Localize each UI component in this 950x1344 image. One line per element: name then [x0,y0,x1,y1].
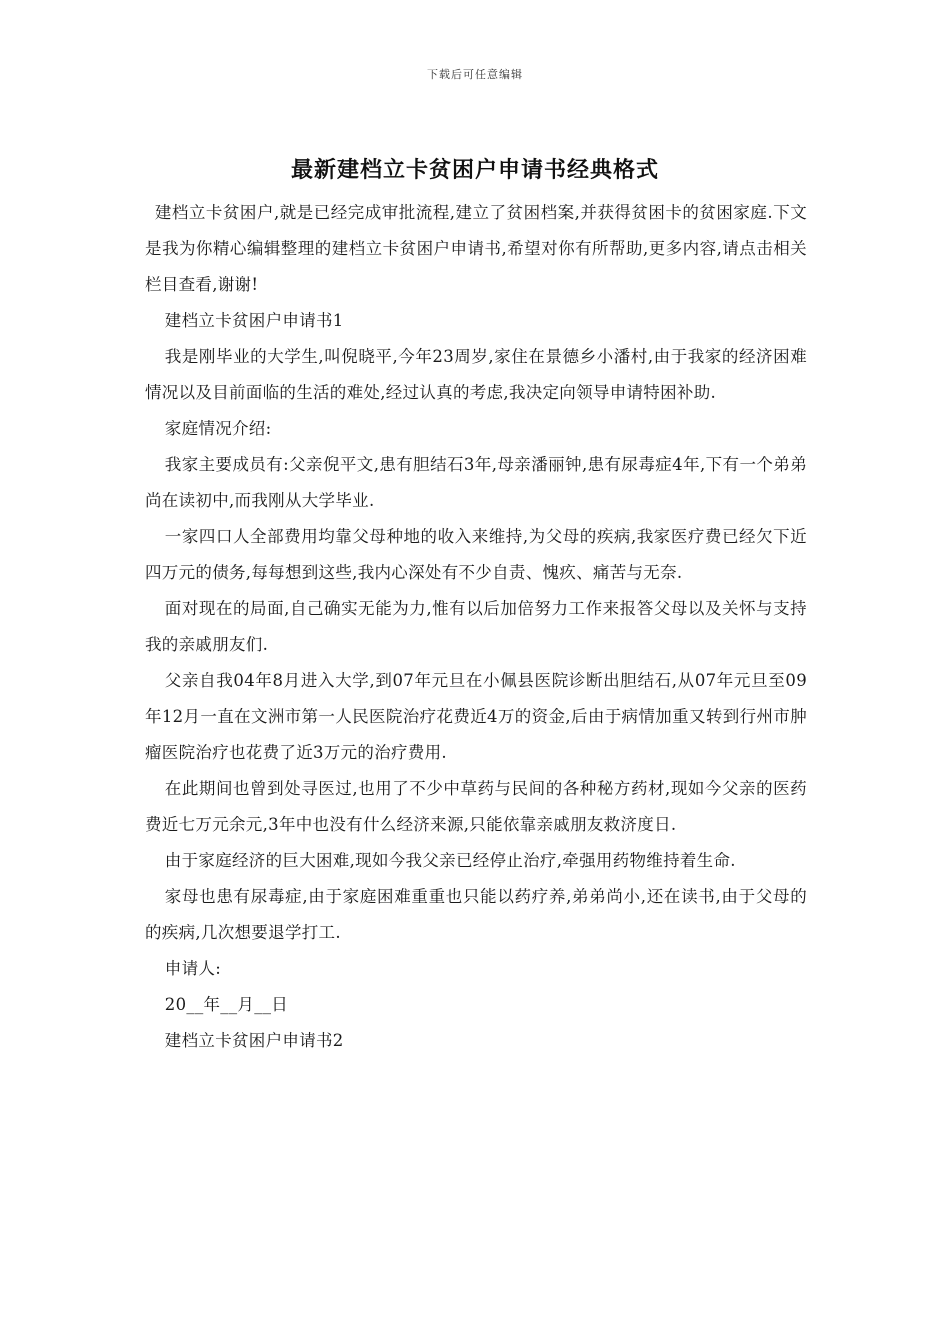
paragraph: 家庭情况介绍: [164,419,272,438]
document-title: 最新建档立卡贫困户申请书经典格式 [290,157,659,183]
paragraph: 父亲自我04年8月进入大学,到07年元旦在小佩县医院诊断出胆结石,从07年元旦至09年12月一直在文洲市第一人民医院治疗花费近4万的资金,后由于病情加重又转到行州市肿瘤医院治疗也花费了近3万元的治疗费用. [145,671,807,762]
header-note: 下载后可任意编辑 [427,68,523,81]
paragraph: 我家主要成员有:父亲倪平文,患有胆结石3年,母亲潘丽钟,患有尿毒症4年,下有一个弟弟尚在读初中,而我刚从大学毕业. [145,455,807,510]
section-heading-2: 建档立卡贫困户申请书2 [164,1031,344,1050]
section-heading-1: 建档立卡贫困户申请书1 [164,311,344,330]
paragraph: 面对现在的局面,自己确实无能为力,惟有以后加倍努力工作来报答父母以及关怀与支持我的亲戚朋友们. [145,599,807,654]
paragraph: 一家四口人全部费用均靠父母种地的收入来维持,为父母的疾病,我家医疗费已经欠下近四万元的债务,每每想到这些,我内心深处有不少自责、愧疚、痛苦与无奈. [145,527,807,582]
applicant-label: 申请人: [164,959,222,978]
paragraph-intro: 建档立卡贫困户,就是已经完成审批流程,建立了贫困档案,并获得贫困卡的贫困家庭.下文是我为你精心编辑整理的建档立卡贫困户申请书,希望对你有所帮助,更多内容,请点击相关栏目查看,谢谢! [145,203,807,294]
date-line: 20__年__月__日 [164,995,289,1014]
paragraph: 由于家庭经济的巨大困难,现如今我父亲已经停止治疗,牵强用药物维持着生命. [164,851,736,870]
paragraph: 家母也患有尿毒症,由于家庭困难重重也只能以药疗养,弟弟尚小,还在读书,由于父母的的疾病,几次想要退学打工. [145,887,807,942]
paragraph: 在此期间也曾到处寻医过,也用了不少中草药与民间的各种秘方药材,现如今父亲的医药费近七万元余元,3年中也没有什么经济来源,只能依靠亲戚朋友救济度日. [145,779,807,834]
paragraph: 我是刚毕业的大学生,叫倪晓平,今年23周岁,家住在景德乡小潘村,由于我家的经济困难情况以及目前面临的生活的难处,经过认真的考虑,我决定向领导申请特困补助. [145,347,807,402]
document-body [145,195,807,1059]
